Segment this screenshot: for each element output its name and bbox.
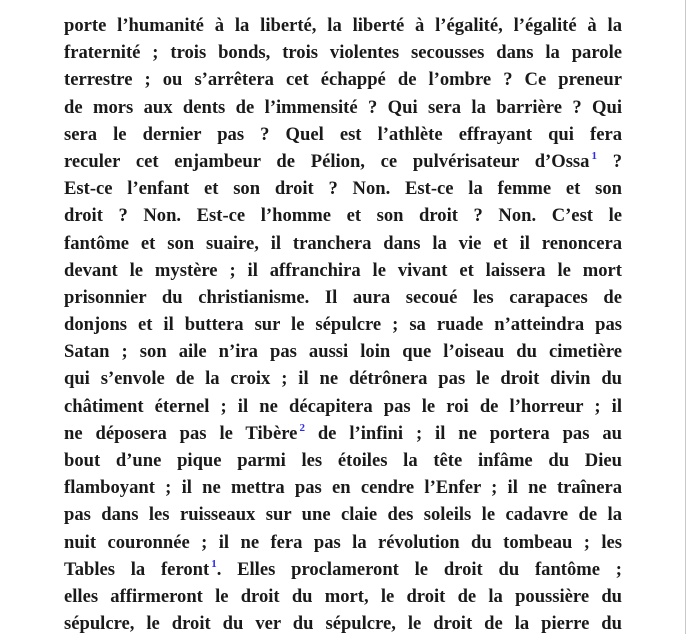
line-text: terrestre ; ou s’arrêtera cet échappé de l’ombre ? Ce preneur xyxy=(64,69,622,91)
text-line xyxy=(64,148,622,175)
footnote-marker-2[interactable]: 2 xyxy=(299,421,305,434)
text-line xyxy=(64,311,622,338)
text-line xyxy=(64,39,622,66)
line-text: nuit couronnée ; il ne fera pas la révolution du tombeau ; les xyxy=(64,531,622,553)
line-text: fantôme et son suaire, il tranchera dans la vie et il renoncera xyxy=(64,232,622,254)
line-text: elles affirmeront le droit du mort, le droit de la poussière du xyxy=(64,585,622,607)
line-text: châtiment éternel ; il ne décapitera pas le roi de l’horreur ; il xyxy=(64,395,622,417)
text-line xyxy=(64,420,622,447)
line-text: ne déposera pas le Tibère xyxy=(64,422,298,444)
line-text: sépulcre, le droit du ver du sépulcre, le droit de la pierre du xyxy=(64,613,622,635)
line-text: droit ? Non. Est-ce l’homme et son droit ? Non. C’est le xyxy=(64,205,622,227)
text-line xyxy=(64,474,622,501)
text-line xyxy=(64,529,622,556)
line-text-after: . Elles proclameront le droit du fantôme ; xyxy=(216,558,622,580)
line-text: reculer cet enjambeur de Pélion, ce pulvérisateur d’Ossa xyxy=(64,150,590,172)
line-text: donjons et il buttera sur le sépulcre ; sa ruade n’atteindra pas xyxy=(64,314,622,336)
text-line xyxy=(64,284,622,311)
line-text: Est-ce l’enfant et son droit ? Non. Est-ce la femme et son xyxy=(64,178,622,200)
line-text: prisonnier du christianisme. Il aura secoué les carapaces de xyxy=(64,286,622,308)
text-line xyxy=(64,365,622,392)
line-text: Satan ; son aile n’ira pas aussi loin que l’oiseau du cimetière xyxy=(64,341,622,363)
line-text: qui s’envole de la croix ; il ne détrônera pas le droit divin du xyxy=(64,368,622,390)
line-text: devant le mystère ; il affranchira le vivant et laissera le mort xyxy=(64,259,622,281)
text-line xyxy=(64,501,622,528)
line-text-after: ? xyxy=(596,150,622,172)
footnote-marker-1[interactable]: 1 xyxy=(591,149,597,162)
text-line xyxy=(64,447,622,474)
text-line xyxy=(64,257,622,284)
text-line xyxy=(64,393,622,420)
line-text: fraternité ; trois bonds, trois violentes secousses dans la parole xyxy=(64,42,622,64)
text-line xyxy=(64,202,622,229)
line-text: flamboyant ; il ne mettra pas en cendre l’Enfer ; il ne traînera xyxy=(64,477,622,499)
text-line xyxy=(64,230,622,257)
line-text: bout d’une pique parmi les étoiles la tête infâme du Dieu xyxy=(64,450,622,471)
line-text: sera le dernier pas ? Quel est l’athlète effrayant qui fera xyxy=(64,123,622,145)
text-line xyxy=(64,556,622,583)
text-line xyxy=(64,338,622,365)
line-text: Tables la feront xyxy=(64,558,210,580)
line-text: porte l’humanité à la liberté, la liberté à l’égalité, l’égalité à la xyxy=(64,15,622,36)
text-line xyxy=(64,121,622,148)
body-text xyxy=(64,12,622,637)
text-line xyxy=(64,583,622,610)
text-line xyxy=(64,175,622,202)
text-line xyxy=(64,610,622,637)
line-text-after: de l’infini ; il ne portera pas au xyxy=(304,422,622,444)
line-text: pas dans les ruisseaux sur une claie des soleils le cadavre de la xyxy=(64,504,622,526)
text-line xyxy=(64,12,622,39)
footnote-marker-1[interactable]: 1 xyxy=(211,557,217,570)
line-text: de mors aux dents de l’immensité ? Qui sera la barrière ? Qui xyxy=(64,96,622,118)
text-line xyxy=(64,94,622,121)
text-line xyxy=(64,66,622,93)
